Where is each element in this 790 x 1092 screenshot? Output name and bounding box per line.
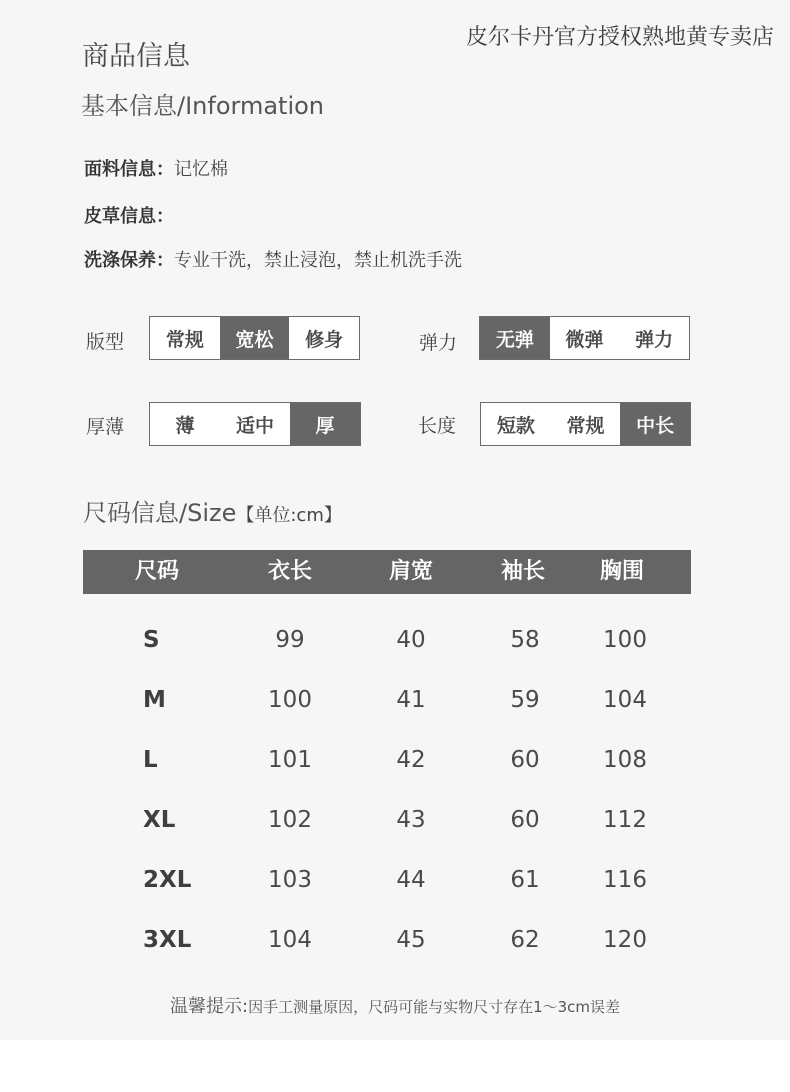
care-info-value: 专业干洗，禁止浸泡，禁止机洗手洗 xyxy=(174,250,462,271)
length-options xyxy=(480,402,691,446)
size-table-header xyxy=(83,550,691,594)
care-info-label: 洗涤保养： xyxy=(84,250,174,271)
length-option-regular: 常规 xyxy=(566,414,605,437)
table-cell-sleeve: 60 xyxy=(510,807,540,833)
tip-label: 温馨提示: xyxy=(169,996,249,1017)
size-tip xyxy=(0,992,790,1018)
fit-option-loose: 宽松 xyxy=(220,317,290,359)
length-label: 长度 xyxy=(418,415,457,437)
table-cell-length: 104 xyxy=(268,927,312,953)
thickness-option-medium: 适中 xyxy=(235,414,274,437)
fabric-info-label: 面料信息： xyxy=(84,159,174,180)
table-cell-size: 2XL xyxy=(143,867,192,893)
length-option-midlength: 中长 xyxy=(620,403,690,445)
table-cell-sleeve: 59 xyxy=(510,687,540,713)
table-cell-length: 102 xyxy=(268,807,312,833)
header-length: 衣长 xyxy=(267,559,313,584)
thickness-label: 厚薄 xyxy=(86,416,125,438)
table-cell-size: XL xyxy=(143,807,176,833)
elasticity-option-slight: 微弹 xyxy=(565,328,604,351)
care-info xyxy=(84,246,462,272)
thickness-option-thin: 薄 xyxy=(175,414,195,437)
size-heading-text: 尺码信息/Size xyxy=(83,499,237,527)
header-size: 尺码 xyxy=(134,559,180,584)
header-shoulder: 肩宽 xyxy=(388,559,434,584)
basic-info-heading: 基本信息/Information xyxy=(81,92,325,120)
thickness-option-thick: 厚 xyxy=(290,403,360,445)
fur-info xyxy=(84,202,174,228)
table-cell-length: 103 xyxy=(268,867,312,893)
header-sleeve: 袖长 xyxy=(500,559,546,584)
fit-option-slim: 修身 xyxy=(305,328,344,351)
elasticity-options xyxy=(479,316,690,360)
table-cell-chest: 112 xyxy=(603,807,647,833)
table-cell-sleeve: 58 xyxy=(510,627,540,653)
table-cell-shoulder: 45 xyxy=(396,927,426,953)
fabric-info-value: 记忆棉 xyxy=(174,159,228,180)
page-title: 商品信息 xyxy=(82,41,190,72)
elasticity-option-stretch: 弹力 xyxy=(635,328,674,351)
table-cell-shoulder: 41 xyxy=(396,687,426,713)
table-cell-chest: 108 xyxy=(603,747,647,773)
length-option-short: 短款 xyxy=(496,414,535,437)
fur-info-label: 皮草信息： xyxy=(84,206,174,227)
store-name: 皮尔卡丹官方授权熟地黄专卖店 xyxy=(465,25,774,50)
table-cell-shoulder: 44 xyxy=(396,867,426,893)
fabric-info xyxy=(84,155,228,181)
table-cell-length: 100 xyxy=(268,687,312,713)
table-cell-shoulder: 42 xyxy=(396,747,426,773)
table-cell-size: L xyxy=(143,747,158,773)
table-cell-sleeve: 60 xyxy=(510,747,540,773)
fit-options xyxy=(149,316,360,360)
elasticity-label: 弹力 xyxy=(419,332,458,354)
table-cell-size: S xyxy=(143,627,160,653)
table-cell-size: 3XL xyxy=(143,927,192,953)
elasticity-option-none: 无弹 xyxy=(480,317,550,359)
table-cell-chest: 120 xyxy=(603,927,647,953)
fit-option-regular: 常规 xyxy=(165,328,204,351)
size-unit: 【单位:cm】 xyxy=(236,505,342,526)
table-cell-chest: 100 xyxy=(603,627,647,653)
thickness-options xyxy=(149,402,361,446)
header-chest: 胸围 xyxy=(599,559,645,584)
tip-text: 因手工测量原因，尺码可能与实物尺寸存在1～3cm误差 xyxy=(248,998,621,1016)
table-cell-shoulder: 40 xyxy=(396,627,426,653)
size-heading xyxy=(83,493,342,528)
table-cell-length: 99 xyxy=(275,627,305,653)
table-cell-chest: 116 xyxy=(603,867,647,893)
table-cell-sleeve: 62 xyxy=(510,927,540,953)
table-cell-shoulder: 43 xyxy=(396,807,426,833)
table-cell-size: M xyxy=(143,687,166,713)
fit-label: 版型 xyxy=(86,331,125,353)
table-cell-length: 101 xyxy=(268,747,312,773)
table-cell-sleeve: 61 xyxy=(510,867,540,893)
table-cell-chest: 104 xyxy=(603,687,647,713)
